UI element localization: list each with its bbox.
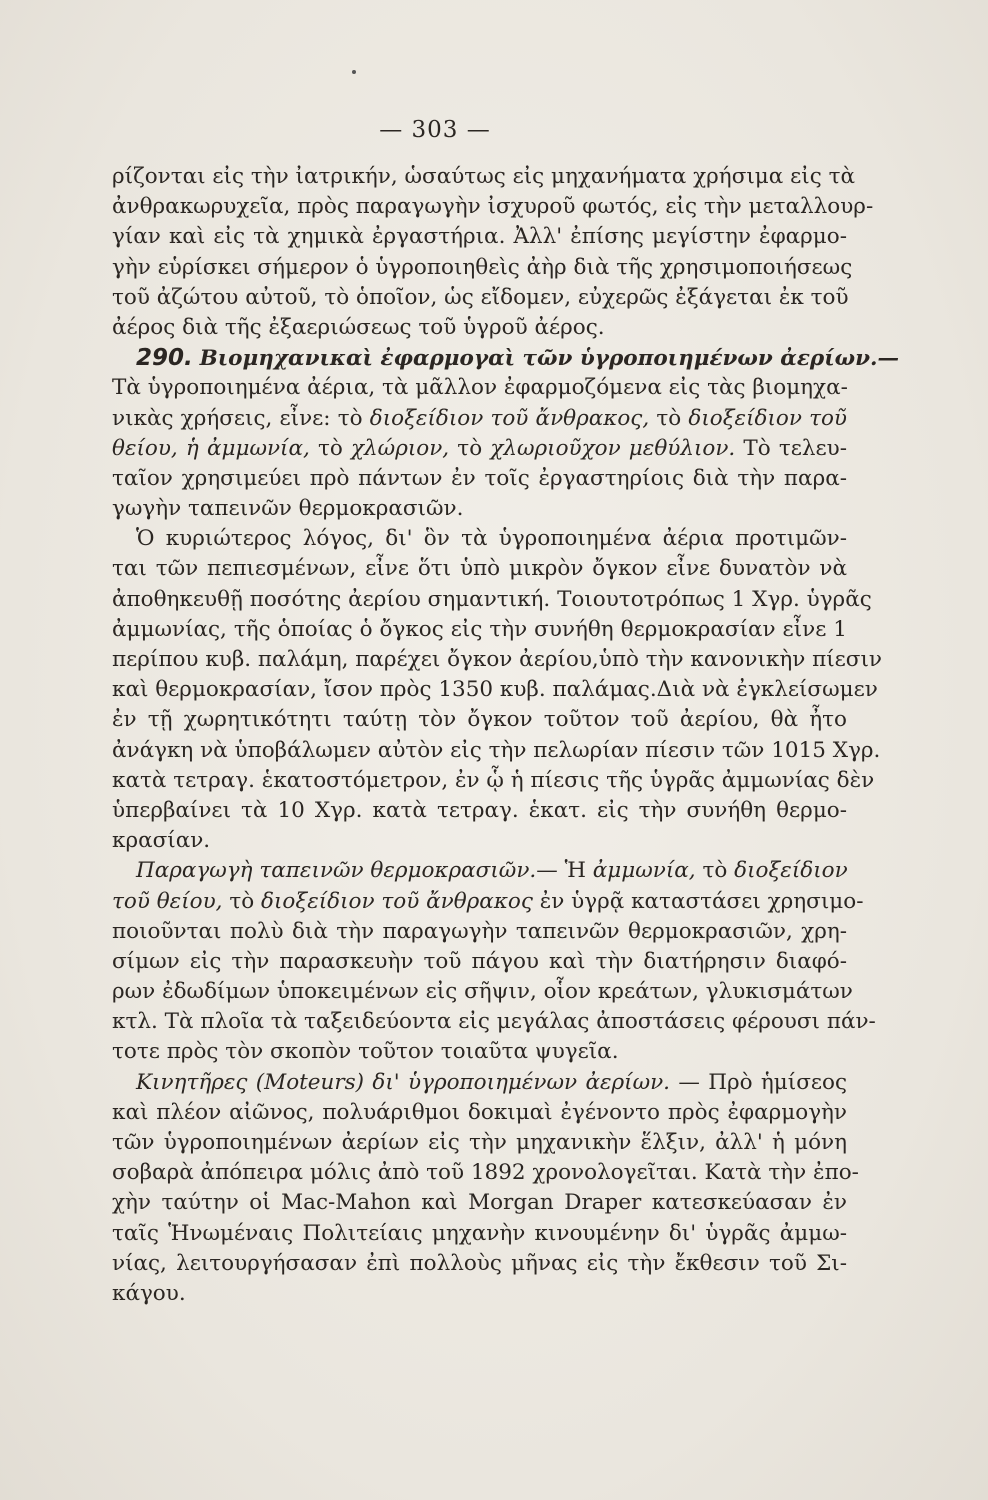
text-run: — Πρὸ ἡμίσεος bbox=[670, 1069, 848, 1095]
italic-subheading: Παραγωγὴ ταπεινῶν θερμοκρασιῶν. bbox=[136, 858, 537, 884]
text-line: ρίζονται εἰς τὴν ἰατρικήν, ὡσαύτως εἰς μηχανήματα χρήσιμα εἰς τὰ bbox=[112, 164, 855, 189]
text-run: νικὰς χρήσεις, εἶνε: τὸ bbox=[112, 405, 370, 431]
text-line: νίας, λειτουργήσασαν ἐπὶ πολλοὺς μῆνας εἰς τὴν ἔκθεσιν τοῦ Σι- bbox=[112, 1250, 847, 1276]
italic-term: διοξείδιον bbox=[734, 858, 848, 884]
text-line: γωγὴν ταπεινῶν θερμοκρασιῶν. bbox=[112, 496, 464, 522]
body-text bbox=[112, 162, 899, 1309]
text-line: τῶν ὑγροποιημένων ἀερίων εἰς τὴν μηχανικὴν ἕλξιν, ἀλλ' ἡ μόνη bbox=[112, 1130, 847, 1155]
text-line: κάγου. bbox=[112, 1280, 186, 1306]
text-line: γὴν εὑρίσκει σήμερον ὁ ὑγροποιηθεὶς ἀὴρ διὰ τῆς χρησιμοποιήσεως bbox=[112, 254, 853, 280]
text-line: ἀνθρακωρυχεῖα, πρὸς παραγωγὴν ἰσχυροῦ φωτός, εἰς τὴν μεταλλουρ- bbox=[112, 194, 874, 220]
text-run: Τὸ τελευ- bbox=[735, 435, 848, 461]
text-run: τὸ bbox=[309, 435, 352, 461]
text-line: κατὰ τετραγ. ἑκατοστόμετρον, ἐν ᾧ ἡ πίεσις τῆς ὑγρᾶς ἀμμωνίας δὲν bbox=[112, 767, 875, 793]
subheading-engines bbox=[112, 1068, 847, 1098]
text-run: τὸ bbox=[695, 858, 735, 884]
text-line bbox=[112, 404, 847, 434]
text-line: κρασίαν. bbox=[112, 828, 211, 854]
page-number: — 303 — bbox=[379, 117, 491, 143]
text-line: ὑπερβαίνει τὰ 10 Χγρ. κατὰ τετραγ. ἑκατ. εἰς τὴν συνήθη θερμο- bbox=[112, 797, 847, 823]
text-run: — Ἡ bbox=[536, 858, 593, 884]
text-run: τὸ bbox=[222, 888, 262, 914]
italic-term: τοῦ θείου, bbox=[112, 888, 223, 914]
text-line: Ὁ κυριώτερος λόγος, δι' ὃν τὰ ὑγροποιημένα ἀέρια προτιμῶν- bbox=[136, 526, 847, 552]
italic-term: διοξείδιον τοῦ ἄνθρακος bbox=[261, 888, 533, 914]
italic-term: διοξείδιον τοῦ ἄνθρακος, bbox=[369, 405, 650, 431]
italic-term: ἀμμωνία, bbox=[592, 858, 696, 884]
text-line: χὴν ταύτην οἱ Mac-Mahon καὶ Morgan Draper κατεσκεύασαν ἐν bbox=[112, 1190, 847, 1216]
text-line: Τὰ ὑγροποιημένα ἀέρια, τὰ μᾶλλον ἐφαρμοζόμενα εἰς τὰς βιομηχα- bbox=[112, 375, 848, 401]
italic-term: χλωριοῦχον μεθύλιον. bbox=[490, 435, 736, 461]
section-number: 290. bbox=[136, 345, 193, 372]
italic-term: χλώριον, bbox=[351, 435, 450, 461]
text-line: ται τῶν πεπιεσμένων, εἶνε ὅτι ὑπὸ μικρὸν ὄγκον εἶνε δυνατὸν νὰ bbox=[112, 556, 847, 582]
text-line: σοβαρὰ ἀπόπειρα μόλις ἀπὸ τοῦ 1892 χρονολογεῖται. Κατὰ τὴν ἐπο- bbox=[112, 1160, 859, 1186]
text-run: τὸ bbox=[449, 435, 491, 461]
text-line: ἀέρος διὰ τῆς ἐξαεριώσεως τοῦ ὑγροῦ ἀέρος. bbox=[112, 314, 605, 340]
italic-subheading: Κινητῆρες (Moteurs) δι' ὑγροποιημένων ἀερίων. bbox=[136, 1069, 671, 1095]
text-line: γίαν καὶ εἰς τὰ χημικὰ ἐργαστήρια. Ἀλλ' ἐπίσης μεγίστην ἐφαρμο- bbox=[112, 224, 847, 250]
text-run: τὸ bbox=[649, 405, 689, 431]
text-line: καὶ πλέον αἰῶνος, πολυάριθμοι δοκιμαὶ ἐγένοντο πρὸς ἐφαρμογὴν bbox=[112, 1099, 847, 1125]
text-line: ἀμμωνίας, τῆς ὁποίας ὁ ὄγκος εἰς τὴν συνήθη θερμοκρασίαν εἶνε 1 bbox=[112, 616, 847, 642]
text-line: ταῖον χρησιμεύει πρὸ πάντων ἐν τοῖς ἐργαστηρίοις διὰ τὴν παρα- bbox=[112, 465, 847, 491]
text-line: καὶ θερμοκρασίαν, ἴσον πρὸς 1350 κυβ. παλάμας.Διὰ νὰ ἐγκλείσωμεν bbox=[112, 677, 878, 703]
section-title: Βιομηχανικαὶ ἐφαρμογαὶ τῶν ὑγροποιημένων ἀερίων.— bbox=[199, 346, 899, 372]
text-line: ποιοῦνται πολὺ διὰ τὴν παραγωγὴν ταπεινῶν θερμοκρασιῶν, χρη- bbox=[112, 918, 847, 944]
text-run: ἐν ὑγρᾷ καταστάσει χρησιμο- bbox=[532, 888, 864, 914]
ink-speck bbox=[352, 70, 356, 74]
text-line bbox=[112, 887, 864, 917]
text-line bbox=[112, 434, 847, 464]
text-line: τοῦ ἀζώτου αὐτοῦ, τὸ ὁποῖον, ὡς εἴδομεν, εὐχερῶς ἐξάγεται ἐκ τοῦ bbox=[112, 284, 849, 310]
text-line: περίπου κυβ. παλάμη, παρέχει ὄγκον ἀερίου,ὑπὸ τὴν κανονικὴν πίεσιν bbox=[112, 647, 882, 672]
italic-term: θείου, ἡ ἀμμωνία, bbox=[112, 435, 310, 461]
text-line: ἀνάγκη νὰ ὑποβάλωμεν αὐτὸν εἰς τὴν πελωρίαν πίεσιν τῶν 1015 Χγρ. bbox=[112, 737, 881, 763]
text-line: ρων ἐδωδίμων ὑποκειμένων εἰς σῆψιν, οἷον κρεάτων, γλυκισμάτων bbox=[112, 979, 853, 1005]
text-line: ἐν τῇ χωρητικότητι ταύτῃ τὸν ὄγκον τοῦτον τοῦ ἀερίου, θὰ ἦτο bbox=[112, 707, 847, 733]
italic-term: διοξείδιον τοῦ bbox=[688, 405, 847, 431]
subheading-low-temperatures bbox=[112, 856, 847, 886]
text-line: τοτε πρὸς τὸν σκοπὸν τοῦτον τοιαῦτα ψυγεῖα. bbox=[112, 1039, 619, 1065]
text-line: ταῖς Ἡνωμέναις Πολιτείαις μηχανὴν κινουμένην δι' ὑγρᾶς ἀμμω- bbox=[112, 1220, 847, 1246]
text-line: ἀποθηκευθῇ ποσότης ἀερίου σημαντική. Τοιουτοτρόπως 1 Χγρ. ὑγρᾶς bbox=[112, 586, 872, 612]
section-heading-290 bbox=[112, 343, 899, 373]
text-line: κτλ. Τὰ πλοῖα τὰ ταξειδεύοντα εἰς μεγάλας ἀποστάσεις φέρουσι πάν- bbox=[112, 1009, 876, 1035]
text-line: σίμων εἰς τὴν παρασκευὴν τοῦ πάγου καὶ τὴν διατήρησιν διαφό- bbox=[112, 948, 847, 974]
